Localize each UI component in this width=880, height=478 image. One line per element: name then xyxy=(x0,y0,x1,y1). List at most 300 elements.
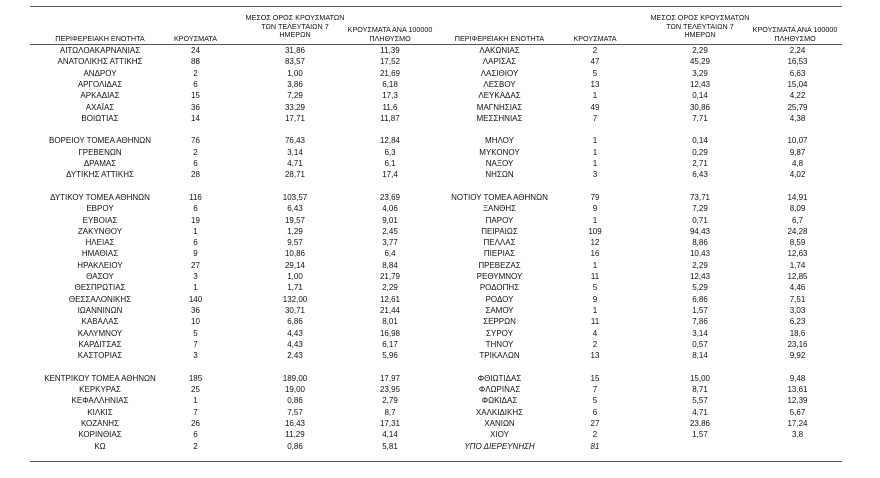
right-cell-cases: 1 xyxy=(592,305,598,315)
left-cell-avg: 83,57 xyxy=(284,57,306,67)
right-cell-avg: 7,71 xyxy=(692,113,708,123)
right-table-row xyxy=(0,203,880,214)
left-cell-region: ΔΡΑΜΑΣ xyxy=(83,159,117,168)
left-cell-avg: 1,71 xyxy=(287,283,303,293)
left-cell-per100k: 11,6 xyxy=(382,102,398,112)
left-cell-cases: 26 xyxy=(191,418,200,428)
left-cell-cases: 3 xyxy=(193,351,198,361)
right-cell-region: ΝΗΣΩΝ xyxy=(485,170,514,180)
right-cell-per100k: 4,38 xyxy=(789,113,806,123)
right-table-row xyxy=(0,113,880,124)
right-cell-avg: 4,71 xyxy=(692,407,708,417)
right-table-row xyxy=(0,45,880,56)
right-cell-per100k: 17,24 xyxy=(787,418,808,428)
right-cell-per100k: 8,09 xyxy=(789,204,806,214)
right-header-cases: ΚΡΟΥΣΜΑΤΑ xyxy=(573,34,617,43)
left-cell-per100k: 12,61 xyxy=(379,294,401,304)
right-cell-per100k: 4,22 xyxy=(789,91,806,101)
left-cell-region: ΔΥΤΙΚΗΣ ΑΤΤΙΚΗΣ xyxy=(66,170,134,180)
right-cell-avg: 6,43 xyxy=(692,170,708,180)
left-cell-avg: 0,86 xyxy=(287,396,303,406)
right-cell-avg: 45,29 xyxy=(689,57,711,67)
right-table-row xyxy=(0,384,880,395)
left-header-avg xyxy=(240,14,350,40)
bottom-rule xyxy=(30,461,842,462)
left-cell-region: ΚΕΦΑΛΛΗΝΙΑΣ xyxy=(71,396,129,406)
right-cell-cases: 1 xyxy=(592,260,598,270)
left-cell-avg: 10,86 xyxy=(284,249,306,259)
right-table-row xyxy=(0,158,880,169)
left-cell-avg: 132,00 xyxy=(282,294,308,304)
right-cell-per100k: 16,53 xyxy=(787,57,808,67)
left-cell-avg: 6,86 xyxy=(287,317,303,327)
right-cell-region: ΜΕΣΣΗΝΙΑΣ xyxy=(476,113,523,123)
left-cell-per100k: 21,44 xyxy=(379,305,401,315)
left-cell-avg: 1,29 xyxy=(287,226,303,236)
left-cell-region: ΚΟΖΑΝΗΣ xyxy=(80,418,120,428)
left-header-avg-line1: ΜΕΣΟΣ ΟΡΟΣ ΚΡΟΥΣΜΑΤΩΝ xyxy=(245,13,345,22)
left-cell-per100k: 6,3 xyxy=(384,147,396,157)
right-table-row xyxy=(0,271,880,282)
right-cell-avg: 2,71 xyxy=(692,159,708,168)
left-cell-cases: 36 xyxy=(191,102,200,112)
right-cell-per100k: 9,48 xyxy=(789,373,806,383)
left-cell-cases: 6 xyxy=(193,79,198,89)
left-cell-per100k: 5,96 xyxy=(382,351,398,361)
left-cell-region: ΕΥΒΟΙΑΣ xyxy=(82,215,118,225)
right-cell-avg: 5,57 xyxy=(692,396,708,406)
left-cell-cases: 76 xyxy=(191,136,200,146)
right-cell-avg: 8,14 xyxy=(692,351,708,361)
right-cell-avg: 12,43 xyxy=(689,272,711,281)
right-cell-region: ΝΟΤΙΟΥ ΤΟΜΕΑ ΑΘΗΝΩΝ xyxy=(451,192,548,202)
left-cell-per100k: 21,79 xyxy=(379,272,401,281)
right-cell-region: ΜΗΛΟΥ xyxy=(485,136,514,146)
right-cell-cases: 9 xyxy=(592,294,598,304)
right-table-row xyxy=(0,429,880,440)
right-table-row xyxy=(0,339,880,350)
left-cell-avg: 103,57 xyxy=(282,192,308,202)
left-cell-region: ΚΑΛΥΜΝΟΥ xyxy=(77,328,123,338)
right-cell-cases: 3 xyxy=(592,170,598,180)
right-cell-region: ΥΠΟ ΔΙΕΡΕΥΝΗΣΗ xyxy=(464,441,535,451)
left-cell-region: ΑΝΑΤΟΛΙΚΗΣ ΑΤΤΙΚΗΣ xyxy=(57,57,143,67)
left-cell-avg: 189,00 xyxy=(282,373,308,383)
right-cell-avg: 8,71 xyxy=(692,385,708,394)
left-cell-avg: 1,00 xyxy=(287,68,303,78)
left-cell-region: ΚΟΡΙΝΘΙΑΣ xyxy=(78,430,122,440)
left-cell-per100k: 4,14 xyxy=(382,430,398,440)
right-table-row xyxy=(0,294,880,305)
right-cell-region: ΠΑΡΟΥ xyxy=(485,215,514,225)
right-cell-per100k: 18,6 xyxy=(789,328,806,338)
right-cell-per100k: 12,39 xyxy=(787,396,808,406)
right-cell-per100k: 8,59 xyxy=(789,238,806,248)
right-cell-cases: 2 xyxy=(592,430,598,440)
right-cell-avg: 0,71 xyxy=(692,215,708,225)
left-cell-cases: 7 xyxy=(193,407,198,417)
right-cell-region: ΛΑΚΩΝΙΑΣ xyxy=(479,46,520,55)
right-cell-avg: 1,57 xyxy=(692,430,708,440)
right-cell-cases: 5 xyxy=(592,68,598,78)
right-cell-cases: 1 xyxy=(592,147,598,157)
right-cell-per100k: 14,91 xyxy=(787,192,808,202)
right-cell-region: ΦΛΩΡΙΝΑΣ xyxy=(478,385,521,394)
left-cell-per100k: 8,7 xyxy=(384,407,396,417)
left-cell-per100k: 9,01 xyxy=(382,215,398,225)
left-cell-region: ΑΡΚΑΔΙΑΣ xyxy=(80,91,120,101)
right-cell-avg: 3,14 xyxy=(692,328,708,338)
right-header-avg-line3: ΗΜΕΡΩΝ xyxy=(684,30,716,39)
right-cell-per100k: 4,02 xyxy=(789,170,806,180)
left-cell-cases: 2 xyxy=(193,68,198,78)
right-cell-per100k: 25,79 xyxy=(787,102,808,112)
right-cell-cases: 1 xyxy=(592,136,598,146)
left-header-per100k xyxy=(340,26,440,43)
right-table-row xyxy=(0,147,880,158)
left-cell-region: ΔΥΤΙΚΟΥ ΤΟΜΕΑ ΑΘΗΝΩΝ xyxy=(50,192,150,202)
left-cell-avg: 6,43 xyxy=(287,204,303,214)
right-cell-cases: 5 xyxy=(592,283,598,293)
left-cell-avg: 1,00 xyxy=(287,272,303,281)
left-cell-per100k: 4,06 xyxy=(382,204,398,214)
right-cell-region: ΤΗΝΟΥ xyxy=(485,339,514,349)
right-table-row xyxy=(0,102,880,113)
left-cell-avg: 3,14 xyxy=(287,147,303,157)
left-cell-region: ΗΛΕΙΑΣ xyxy=(85,238,115,248)
right-table-row xyxy=(0,68,880,79)
right-table-row xyxy=(0,305,880,316)
left-cell-cases: 27 xyxy=(191,260,200,270)
right-table-row xyxy=(0,56,880,67)
left-cell-region: ΘΕΣΠΡΩΤΙΑΣ xyxy=(74,283,126,293)
left-cell-cases: 15 xyxy=(191,91,200,101)
right-cell-avg: 15,00 xyxy=(689,373,711,383)
left-cell-avg: 0,86 xyxy=(287,441,303,451)
right-cell-cases: 47 xyxy=(590,57,600,67)
right-cell-per100k: 12,85 xyxy=(787,272,808,281)
right-cell-cases: 12 xyxy=(590,238,600,248)
left-cell-per100k: 17,52 xyxy=(379,57,401,67)
right-cell-cases: 6 xyxy=(592,407,598,417)
right-cell-cases: 7 xyxy=(592,385,598,394)
right-cell-avg: 2,29 xyxy=(692,46,708,55)
right-header-avg-line1: ΜΕΣΟΣ ΟΡΟΣ ΚΡΟΥΣΜΑΤΩΝ xyxy=(650,13,750,22)
right-cell-avg: 0,14 xyxy=(692,91,708,101)
top-rule xyxy=(30,6,842,7)
left-cell-region: ΘΑΣΟΥ xyxy=(86,272,114,281)
right-cell-avg: 7,86 xyxy=(692,317,708,327)
right-cell-per100k: 9,92 xyxy=(789,351,806,361)
left-cell-cases: 6 xyxy=(193,238,198,248)
left-cell-per100k: 8,84 xyxy=(382,260,398,270)
left-cell-avg: 28,71 xyxy=(284,170,306,180)
right-table-row xyxy=(0,418,880,429)
right-cell-cases: 11 xyxy=(590,317,600,327)
right-header-per100k xyxy=(745,26,845,43)
left-cell-avg: 3,86 xyxy=(287,79,303,89)
left-cell-per100k: 16,98 xyxy=(379,328,401,338)
left-cell-cases: 25 xyxy=(191,385,200,394)
left-cell-avg: 19,57 xyxy=(284,215,306,225)
left-cell-region: ΑΝΔΡΟΥ xyxy=(83,68,117,78)
left-cell-avg: 76,43 xyxy=(284,136,306,146)
left-cell-region: ΑΙΤΩΛΟΑΚΑΡΝΑΝΙΑΣ xyxy=(59,46,141,55)
left-cell-per100k: 12,84 xyxy=(379,136,401,146)
right-cell-region: ΠΕΛΛΑΣ xyxy=(483,238,516,248)
right-cell-cases: 13 xyxy=(590,351,600,361)
right-table-row xyxy=(0,316,880,327)
left-cell-region: ΚΑΣΤΟΡΙΑΣ xyxy=(77,351,123,361)
right-cell-cases: 13 xyxy=(590,79,600,89)
left-cell-per100k: 17,97 xyxy=(379,373,401,383)
right-cell-region: ΦΘΙΩΤΙΔΑΣ xyxy=(477,373,522,383)
left-header-per100k-line1: ΚΡΟΥΣΜΑΤΑ ΑΝΑ 100000 xyxy=(347,25,433,34)
right-cell-cases: 5 xyxy=(592,396,598,406)
left-cell-region: ΚΕΝΤΡΙΚΟΥ ΤΟΜΕΑ ΑΘΗΝΩΝ xyxy=(44,373,156,383)
left-cell-avg: 11,29 xyxy=(285,430,305,440)
right-cell-avg: 12,43 xyxy=(689,79,711,89)
right-cell-avg: 2,29 xyxy=(692,260,708,270)
left-cell-cases: 140 xyxy=(188,294,203,304)
right-header-avg-line2: ΤΩΝ ΤΕΛΕΥΤΑΙΩΝ 7 xyxy=(666,21,734,31)
left-cell-cases: 1 xyxy=(193,283,198,293)
left-cell-cases: 6 xyxy=(193,159,198,168)
right-cell-per100k: 3,03 xyxy=(789,305,806,315)
left-cell-region: ΙΩΑΝΝΙΝΩΝ xyxy=(77,305,123,315)
left-cell-per100k: 8,01 xyxy=(382,317,398,327)
left-cell-cases: 36 xyxy=(191,305,200,315)
left-cell-per100k: 6,1 xyxy=(384,159,396,168)
left-cell-per100k: 2,79 xyxy=(382,396,398,406)
left-cell-avg: 4,43 xyxy=(287,339,303,349)
left-cell-avg: 33,29 xyxy=(284,102,306,112)
right-table-row xyxy=(0,192,880,203)
right-cell-region: ΡΕΘΥΜΝΟΥ xyxy=(476,272,523,281)
left-cell-per100k: 17,31 xyxy=(379,418,401,428)
left-cell-per100k: 6,17 xyxy=(382,339,398,349)
right-cell-avg: 10,43 xyxy=(689,249,711,259)
right-cell-per100k: 13,61 xyxy=(787,385,808,394)
right-cell-region: ΣΥΡΟΥ xyxy=(486,328,513,338)
right-header-region: ΠΕΡΙΦΕΡΕΙΑΚΗ ΕΝΟΤΗΤΑ xyxy=(454,34,545,43)
left-cell-region: ΚΕΡΚΥΡΑΣ xyxy=(79,385,121,394)
right-cell-per100k: 3,8 xyxy=(791,430,804,440)
right-cell-region: ΠΙΕΡΙΑΣ xyxy=(483,249,516,259)
right-cell-avg: 6,86 xyxy=(692,294,708,304)
right-cell-avg: 7,29 xyxy=(692,204,708,214)
left-cell-cases: 28 xyxy=(191,170,200,180)
left-cell-cases: 10 xyxy=(191,317,200,327)
right-cell-cases: 1 xyxy=(592,215,598,225)
left-cell-avg: 9,57 xyxy=(287,238,303,248)
right-table-row xyxy=(0,407,880,418)
left-cell-region: ΒΟΡΕΙΟΥ ΤΟΜΕΑ ΑΘΗΝΩΝ xyxy=(48,136,152,146)
right-cell-avg: 30,86 xyxy=(689,102,711,112)
right-cell-avg: 0,29 xyxy=(692,147,708,157)
left-cell-per100k: 2,29 xyxy=(382,283,398,293)
right-cell-region: ΡΟΔΟΠΗΣ xyxy=(479,283,520,293)
right-cell-cases: 7 xyxy=(592,113,598,123)
right-cell-per100k: 10,07 xyxy=(787,136,808,146)
right-table-row xyxy=(0,181,880,192)
right-cell-cases: 15 xyxy=(590,373,600,383)
right-cell-region: ΞΑΝΘΗΣ xyxy=(482,204,517,214)
right-table-row xyxy=(0,215,880,226)
left-cell-per100k: 11,87 xyxy=(380,113,400,123)
right-cell-avg: 3,29 xyxy=(692,68,708,78)
right-table-row xyxy=(0,373,880,384)
right-cell-cases: 49 xyxy=(590,102,600,112)
left-header-cases: ΚΡΟΥΣΜΑΤΑ xyxy=(173,34,218,43)
left-cell-avg: 4,43 xyxy=(287,328,303,338)
left-cell-cases: 2 xyxy=(193,441,198,451)
left-cell-region: ΑΧΑΪΑΣ xyxy=(85,102,115,112)
right-cell-per100k: 5,67 xyxy=(789,407,806,417)
left-cell-per100k: 17,3 xyxy=(382,91,398,101)
left-cell-cases: 1 xyxy=(193,396,198,406)
right-cell-per100k: 1,74 xyxy=(789,260,806,270)
right-table-row xyxy=(0,124,880,135)
left-cell-region: ΗΜΑΘΙΑΣ xyxy=(81,249,119,259)
right-cell-per100k: 6,7 xyxy=(791,215,804,225)
right-table-row xyxy=(0,441,880,452)
right-table-row xyxy=(0,237,880,248)
left-cell-cases: 14 xyxy=(191,113,200,123)
right-cell-cases: 79 xyxy=(590,192,600,202)
right-cell-per100k: 6,63 xyxy=(789,68,806,78)
left-cell-avg: 19,00 xyxy=(284,385,306,394)
right-table-row xyxy=(0,395,880,406)
left-cell-per100k: 23,95 xyxy=(379,385,401,394)
right-cell-per100k: 12,63 xyxy=(787,249,808,259)
left-cell-region: ΚΑΒΑΛΑΣ xyxy=(81,317,119,327)
right-cell-region: ΣΕΡΡΩΝ xyxy=(483,317,516,327)
left-cell-cases: 88 xyxy=(191,57,200,67)
right-cell-cases: 1 xyxy=(592,159,598,168)
left-cell-avg: 16,43 xyxy=(284,418,306,428)
right-cell-cases: 9 xyxy=(592,204,598,214)
right-header-per100k-line1: ΚΡΟΥΣΜΑΤΑ ΑΝΑ 100000 xyxy=(752,25,838,34)
right-cell-cases: 2 xyxy=(592,46,598,55)
left-cell-avg: 7,57 xyxy=(287,407,303,417)
right-table-row xyxy=(0,328,880,339)
right-table-row xyxy=(0,361,880,372)
right-header-avg xyxy=(645,14,755,40)
left-cell-region: ΚΑΡΔΙΤΣΑΣ xyxy=(78,339,122,349)
left-cell-per100k: 5,81 xyxy=(382,441,398,451)
right-table-row xyxy=(0,350,880,361)
left-cell-per100k: 23,69 xyxy=(379,192,401,202)
left-cell-region: ΚΩ xyxy=(94,441,106,451)
right-cell-cases: 11 xyxy=(590,272,600,281)
left-header-region: ΠΕΡΙΦΕΡΕΙΑΚΗ ΕΝΟΤΗΤΑ xyxy=(55,34,145,43)
right-cell-region: ΝΑΞΟΥ xyxy=(485,159,514,168)
right-cell-cases: 109 xyxy=(588,226,602,236)
right-cell-region: ΠΕΙΡΑΙΩΣ xyxy=(481,226,518,236)
left-cell-per100k: 17,4 xyxy=(382,170,398,180)
left-header-avg-line2: ΤΩΝ ΤΕΛΕΥΤΑΙΩΝ 7 xyxy=(261,21,329,31)
right-cell-per100k: 24,28 xyxy=(787,226,808,236)
right-header-per100k-line2: ΠΛΗΘΥΣΜΟ xyxy=(774,33,816,43)
left-cell-cases: 19 xyxy=(191,215,200,225)
right-cell-region: ΧΑΝΙΩΝ xyxy=(484,418,515,428)
left-cell-cases: 185 xyxy=(188,373,203,383)
right-cell-region: ΛΕΣΒΟΥ xyxy=(483,79,516,89)
right-cell-avg: 0,14 xyxy=(692,136,708,146)
left-header-avg-line3: ΗΜΕΡΩΝ xyxy=(279,30,311,39)
right-cell-cases: 1 xyxy=(592,91,598,101)
right-cell-region: ΛΑΣΙΘΙΟΥ xyxy=(480,68,519,78)
right-cell-region: ΣΑΜΟΥ xyxy=(485,305,514,315)
right-cell-cases: 2 xyxy=(592,339,598,349)
right-table-row xyxy=(0,282,880,293)
right-cell-avg: 1,57 xyxy=(692,305,708,315)
right-cell-cases: 16 xyxy=(590,249,600,259)
left-cell-region: ΒΟΙΩΤΙΑΣ xyxy=(81,113,119,123)
left-cell-region: ΑΡΓΟΛΙΔΑΣ xyxy=(77,79,123,89)
right-cell-cases: 27 xyxy=(590,418,600,428)
left-cell-avg: 30,71 xyxy=(284,305,306,315)
left-cell-region: ΓΡΕΒΕΝΩΝ xyxy=(78,147,122,157)
right-cell-per100k: 7,51 xyxy=(789,294,806,304)
left-cell-per100k: 11,39 xyxy=(380,46,400,55)
right-cell-avg: 23,86 xyxy=(689,418,711,428)
right-table-row xyxy=(0,90,880,101)
left-cell-per100k: 21,69 xyxy=(379,68,401,78)
right-cell-cases: 81 xyxy=(590,441,600,451)
left-cell-avg: 29,14 xyxy=(284,260,306,270)
right-cell-per100k: 15,04 xyxy=(787,79,808,89)
right-cell-per100k: 23,16 xyxy=(787,339,808,349)
right-cell-region: ΜΑΓΝΗΣΙΑΣ xyxy=(476,102,523,112)
left-cell-cases: 6 xyxy=(193,430,198,440)
right-cell-per100k: 6,23 xyxy=(789,317,806,327)
right-cell-cases: 4 xyxy=(592,328,598,338)
right-cell-region: ΠΡΕΒΕΖΑΣ xyxy=(478,260,521,270)
left-cell-cases: 9 xyxy=(193,249,198,259)
left-cell-region: ΗΡΑΚΛΕΙΟΥ xyxy=(77,260,123,270)
right-cell-region: ΤΡΙΚΑΛΩΝ xyxy=(479,351,520,361)
right-cell-avg: 0,57 xyxy=(692,339,708,349)
left-cell-per100k: 2,45 xyxy=(382,226,398,236)
left-cell-per100k: 3,77 xyxy=(382,238,398,248)
left-cell-cases: 24 xyxy=(191,46,200,55)
left-header-per100k-line2: ΠΛΗΘΥΣΜΟ xyxy=(369,33,411,43)
left-cell-per100k: 6,18 xyxy=(382,79,398,89)
left-cell-cases: 2 xyxy=(193,147,198,157)
right-table-row xyxy=(0,226,880,237)
right-cell-avg: 94,43 xyxy=(689,226,711,236)
right-cell-avg: 73,71 xyxy=(689,192,711,202)
right-table-row xyxy=(0,169,880,180)
right-table-row xyxy=(0,135,880,146)
right-cell-avg: 8,86 xyxy=(692,238,708,248)
left-cell-per100k: 6,4 xyxy=(384,249,396,259)
left-cell-avg: 4,71 xyxy=(287,159,303,168)
right-cell-region: ΛΕΥΚΑΔΑΣ xyxy=(478,91,521,101)
right-cell-per100k: 2,24 xyxy=(789,46,806,55)
left-cell-region: ΖΑΚΥΝΘΟΥ xyxy=(77,226,123,236)
right-cell-region: ΛΑΡΙΣΑΣ xyxy=(482,57,517,67)
left-cell-avg: 17,71 xyxy=(284,113,306,123)
left-cell-cases: 3 xyxy=(193,272,198,281)
right-table-row xyxy=(0,260,880,271)
right-cell-avg: 5,29 xyxy=(692,283,708,293)
left-cell-cases: 7 xyxy=(193,339,198,349)
right-cell-region: ΧΙΟΥ xyxy=(490,430,509,440)
left-cell-cases: 6 xyxy=(193,204,198,214)
